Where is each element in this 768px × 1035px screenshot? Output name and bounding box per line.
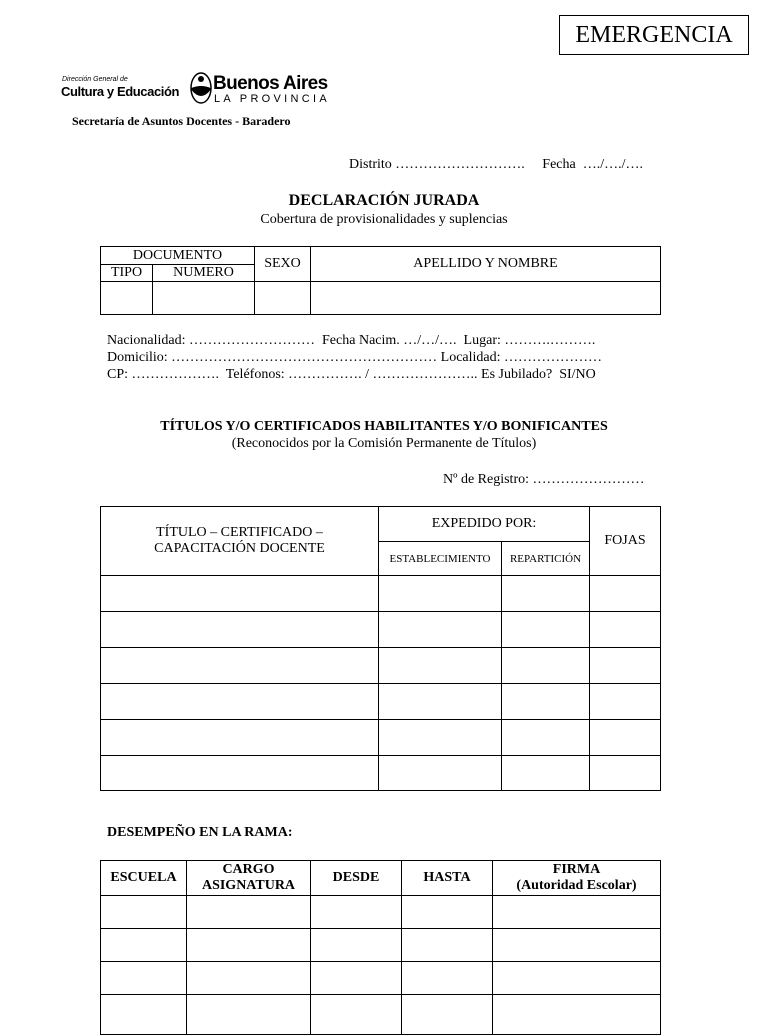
firma-cell[interactable]	[493, 962, 661, 995]
logo-dg-main: Cultura y Educación	[61, 84, 180, 99]
escuela-cell[interactable]	[101, 995, 187, 1035]
province-shield-icon	[190, 72, 212, 104]
cargo-cell[interactable]	[187, 929, 311, 962]
titulo-cell[interactable]	[101, 756, 379, 791]
establecimiento-cell[interactable]	[379, 648, 502, 684]
desde-cell[interactable]	[311, 896, 402, 929]
titulo-header	[101, 507, 379, 576]
personal-line-1: Nacionalidad: ……………………… Fecha Nacim. …/…/…. Lugar: ……….……….	[107, 333, 596, 348]
registro-line: Nº de Registro: ……………………	[443, 472, 645, 487]
apellido-field[interactable]	[311, 282, 661, 315]
fojas-cell[interactable]	[590, 648, 661, 684]
escuela-header: ESCUELA	[101, 861, 187, 896]
documento-header: DOCUMENTO	[101, 247, 255, 265]
table-row	[101, 576, 661, 612]
establecimiento-cell[interactable]	[379, 684, 502, 720]
hasta-cell[interactable]	[402, 962, 493, 995]
cargo-cell[interactable]	[187, 962, 311, 995]
establecimiento-cell[interactable]	[379, 720, 502, 756]
table-row	[101, 995, 661, 1035]
escuela-cell[interactable]	[101, 929, 187, 962]
cargo-cell[interactable]	[187, 995, 311, 1035]
fojas-header: FOJAS	[590, 507, 661, 576]
personal-line-3: CP: ………………. Teléfonos: ……………. / ………………….. Es Jubilado? SI/NO	[107, 367, 596, 382]
numero-field[interactable]	[153, 282, 255, 315]
titulo-cell[interactable]	[101, 576, 379, 612]
desde-cell[interactable]	[311, 962, 402, 995]
table-row	[101, 648, 661, 684]
titulo-cell[interactable]	[101, 684, 379, 720]
desde-cell[interactable]	[311, 995, 402, 1035]
fojas-cell[interactable]	[590, 720, 661, 756]
titulo-cell[interactable]	[101, 612, 379, 648]
cargo-cell[interactable]	[187, 896, 311, 929]
titulo-cell[interactable]	[101, 720, 379, 756]
reparticion-header: REPARTICIÓN	[502, 542, 590, 576]
reparticion-cell[interactable]	[502, 576, 590, 612]
firma-header	[493, 861, 661, 896]
titulos-subheading: (Reconocidos por la Comisión Permanente de Títulos)	[231, 436, 537, 451]
reparticion-cell[interactable]	[502, 648, 590, 684]
reparticion-cell[interactable]	[502, 756, 590, 791]
logo-ba-main: Buenos Aires	[213, 73, 328, 94]
reparticion-cell[interactable]	[502, 612, 590, 648]
reparticion-cell[interactable]	[502, 720, 590, 756]
table-row	[101, 929, 661, 962]
desde-cell[interactable]	[311, 929, 402, 962]
titulos-table	[100, 506, 661, 791]
establecimiento-cell[interactable]	[379, 576, 502, 612]
personal-line-2: Domicilio: ………………………………………………… Localidad: …………………	[107, 350, 603, 365]
form-title: DECLARACIÓN JURADA	[288, 192, 480, 209]
fojas-cell[interactable]	[590, 684, 661, 720]
establecimiento-header: ESTABLECIMIENTO	[379, 542, 502, 576]
desde-header: DESDE	[311, 861, 402, 896]
table-row	[101, 962, 661, 995]
expedido-header: EXPEDIDO POR:	[379, 507, 590, 542]
desempeno-table	[100, 860, 661, 1035]
hasta-cell[interactable]	[402, 995, 493, 1035]
table-row	[101, 684, 661, 720]
table-row	[101, 612, 661, 648]
form-subtitle: Cobertura de provisionalidades y suplencias	[260, 212, 508, 227]
sexo-header: SEXO	[255, 247, 311, 282]
titulo-header-line2: CAPACITACIÓN DOCENTE	[154, 541, 325, 556]
firma-cell[interactable]	[493, 995, 661, 1035]
establecimiento-cell[interactable]	[379, 612, 502, 648]
hasta-cell[interactable]	[402, 896, 493, 929]
distrito-fecha-line: Distrito ………………………. Fecha …./…./….	[349, 157, 643, 172]
cargo-header-line1: CARGO	[222, 862, 275, 877]
titulo-header-line1: TÍTULO – CERTIFICADO –	[156, 525, 323, 540]
logo-ba-sub: LA PROVINCIA	[214, 93, 331, 105]
logo-dg-small: Dirección General de	[62, 76, 128, 83]
identity-table	[100, 246, 661, 315]
reparticion-cell[interactable]	[502, 684, 590, 720]
table-row	[101, 756, 661, 791]
cargo-header-line2: ASIGNATURA	[201, 878, 296, 893]
firma-cell[interactable]	[493, 929, 661, 962]
fojas-cell[interactable]	[590, 576, 661, 612]
apellido-header: APELLIDO Y NOMBRE	[311, 247, 661, 282]
fojas-cell[interactable]	[590, 756, 661, 791]
titulo-cell[interactable]	[101, 648, 379, 684]
secretaria-label: Secretaría de Asuntos Docentes - Baradero	[72, 114, 291, 128]
desempeno-heading: DESEMPEÑO EN LA RAMA:	[107, 825, 293, 840]
tipo-header: TIPO	[101, 265, 153, 282]
titulos-heading: TÍTULOS Y/O CERTIFICADOS HABILITANTES Y/O BONIFICANTES	[160, 419, 608, 434]
tipo-field[interactable]	[101, 282, 153, 315]
firma-cell[interactable]	[493, 896, 661, 929]
establecimiento-cell[interactable]	[379, 756, 502, 791]
firma-header-line1: FIRMA	[552, 862, 601, 877]
hasta-cell[interactable]	[402, 929, 493, 962]
table-row	[101, 720, 661, 756]
sexo-field[interactable]	[255, 282, 311, 315]
emergency-badge: EMERGENCIA	[559, 15, 749, 55]
hasta-header: HASTA	[402, 861, 493, 896]
escuela-cell[interactable]	[101, 962, 187, 995]
escuela-cell[interactable]	[101, 896, 187, 929]
firma-header-line2: (Autoridad Escolar)	[516, 878, 637, 893]
table-row	[101, 896, 661, 929]
fojas-cell[interactable]	[590, 612, 661, 648]
numero-header: NUMERO	[153, 265, 255, 282]
cargo-header	[187, 861, 311, 896]
